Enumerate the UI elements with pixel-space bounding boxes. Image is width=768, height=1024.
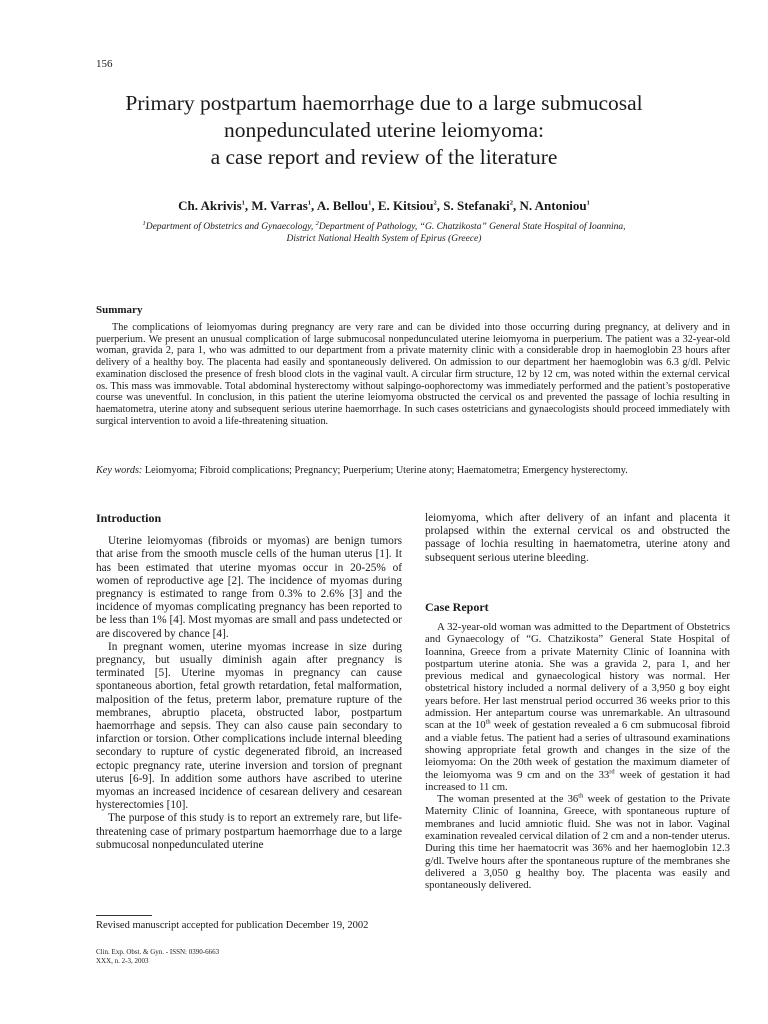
paragraph: A 32-year-old woman was admitted to the Department of Obstetrics and Gynaecology of “G. Chatzikosta” General State Hospital of Ioannina, Greece from a private Maternity Clinic of Ioannina with postpartum uterine atonia. She was a gravida 2, para 1, and her previous medical and gynaecological history was normal. Her obstetrical history included a normal delivery of a 3,950 g boy eight years before. Her last menstrual period occurred 36 weeks prior to this admission. Her antepartum course was unremarkable. An ultrasound scan at the 10th week of gestation revealed a 6 cm submucosal fibroid and a viable fetus. The patient had a series of ultrasound examinations showing appropriate fetal growth and changes in the size of the leiomyoma: On the 20th week of gestation the maximum diameter of the leiomyoma was 9 cm and on the 33rd week of gestation it had increased to 11 cm. bbox=[425, 621, 730, 793]
author: Ch. Akrivis$^1$ bbox=[178, 198, 245, 213]
author: N. Antoniou$^1$ bbox=[519, 198, 590, 213]
keywords-label: Key words: bbox=[96, 465, 143, 476]
paragraph: leiomyoma, which after delivery of an infant and placenta it prolapsed within the external cervical os and obstructed the passage of lochia resulting in haematometra, uterine atony and subsequent serious uterine bleeding. bbox=[425, 512, 730, 564]
introduction-continuation bbox=[425, 512, 730, 565]
keywords-list: Leiomyoma; Fibroid complications; Pregnancy; Puerperium; Uterine atony; Haematometra; Emergency hysterectomy. bbox=[142, 465, 628, 476]
author: E. Kitsiou$^2$, bbox=[377, 198, 444, 213]
page-number: 156 bbox=[96, 58, 113, 70]
affiliations: $^1$Department of Obstetrics and Gynaecology, $^2$Department of Pathology, “G. Chatzikosta” General State Hospital of Ioannina, District National Health System of Epirus (Greece) bbox=[142, 219, 626, 244]
title-line-3: a case report and review of the literature bbox=[210, 145, 558, 169]
title-line-1: Primary postpartum haemorrhage due to a large submucosal bbox=[125, 91, 643, 115]
keywords bbox=[96, 465, 736, 477]
journal-line: Clin. Exp. Obst. & Gyn. - ISSN: 0390-6663 bbox=[96, 948, 220, 956]
case-report-column bbox=[425, 621, 730, 892]
summary-text: The complications of leiomyomas during pregnancy are very rare and can be divided into those occurring during pregnancy, at delivery and in puerperium. We present an unusual complication of large submucosal nonpedunculated uterine leiomyoma in puerperium. The patient was a 32-year-old woman, gravida 2, para 1, who was admitted to our department from a private maternity clinic with a considerable drop in haemoglobin 23 hours after delivery of a healthy boy. The placenta had easily and spontaneously delivered. On admission to our department her haemoglobin was 6.3 g/dl. Pelvic examination disclosed the presence of fresh blood clots in the vaginal vault. A circular firm structure, 12 by 12 cm, was noted within the external cervical os. This mass was immovable. Total abdominal hysterectomy without salpingo-oophorectomy was immediately performed and the patient’s postoperative course was uneventful. In conclusion, in this patient the uterine leiomyoma obstructed the cervical os and prevented the passage of lochia resulting in haematometra, uterine atony and subsequent serious uterine haemorrhage. In such cases ostetricians and gynaecologists should proceed immediately with surgical intervention to avoid a life-threatening situation. bbox=[96, 322, 730, 427]
paragraph: In pregnant women, uterine myomas increase in size during pregnancy, but usually diminish again after pregnancy is terminated [5]. Uterine myomas in pregnancy can cause spontaneous abortion, fetal growth retardation, fetal malformation, malposition of the fetus, preterm labor, premature rupture of the membranes, abruptio placeta, obstructed labor, postpartum haemorrhage and sepsis. They can also cause pain secondary to infarction or torsion. Other complications include internal bleeding secondary to rupture of cystic degenerated fibroid, an increased ectopic pregnancy rate, uterine inversion and torsion of pregnant uterus [6-9]. In addition some authors have ascribed to uterine myomas an increased incidence of cesarean delivery and cesarean hysterectomies [10]. bbox=[96, 640, 402, 812]
journal-issue: XXX, n. 2-3, 2003 bbox=[96, 957, 149, 965]
case-report-heading: Case Report bbox=[425, 600, 489, 614]
introduction-column bbox=[96, 512, 402, 852]
case-report-heading-wrap bbox=[425, 601, 489, 614]
author-list: Ch. Akrivis$^1$, M. Varras$^1$, A. Bellou$^1$, E. Kitsiou$^2$, S. Stefanaki$^2$, N. Antoniou$^1$ bbox=[178, 198, 590, 213]
title-line-2: nonpedunculated uterine leiomyoma: bbox=[223, 118, 544, 142]
paragraph: The woman presented at the 36th week of gestation to the Private Maternity Clinic of Ioannina, Greece, with spontaneous rupture of membranes and lucid amniotic fluid. She was not in labor. Vaginal examination revealed cervical dilation of 2 cm and a non-tender uterus. During this time her haematocrit was 36% and her haemoglobin 12.3 g/dl. Twelve hours after the spontaneous rupture of the membranes she delivered a 3,050 g healthy boy. The placenta was easily and spontaneously delivered. bbox=[425, 792, 730, 892]
footnote: Revised manuscript accepted for publication December 19, 2002 bbox=[96, 920, 369, 931]
paragraph: The purpose of this study is to report an extremely rare, but life-threatening case of primary postpartum haemorrhage due to a large submucosal nonpedunculated uterine bbox=[96, 812, 402, 851]
author: S. Stefanaki$^2$, bbox=[443, 198, 520, 213]
author: M. Varras$^1$, bbox=[251, 198, 317, 213]
article-title bbox=[60, 90, 708, 171]
author: A. Bellou$^1$, bbox=[316, 198, 378, 213]
summary-heading: Summary bbox=[96, 304, 143, 316]
journal-citation bbox=[96, 948, 219, 966]
paragraph: Uterine leiomyomas (fibroids or myomas) are benign tumors that arise from the smooth muscle cells of the human uterus [1]. It has been estimated that uterine myomas occur in 20-25% of women of reproductive age [2]. The incidence of myomas during pregnancy is estimated to range from 0.3% to 2.6% [3] and the incidence of myomas complicating pregnancy has been reported to be less than 1% [4]. Most myomas are small and pass undetected or are discovered by chance [4]. bbox=[96, 535, 402, 640]
introduction-heading: Introduction bbox=[96, 511, 162, 525]
footnote-divider bbox=[96, 915, 152, 916]
